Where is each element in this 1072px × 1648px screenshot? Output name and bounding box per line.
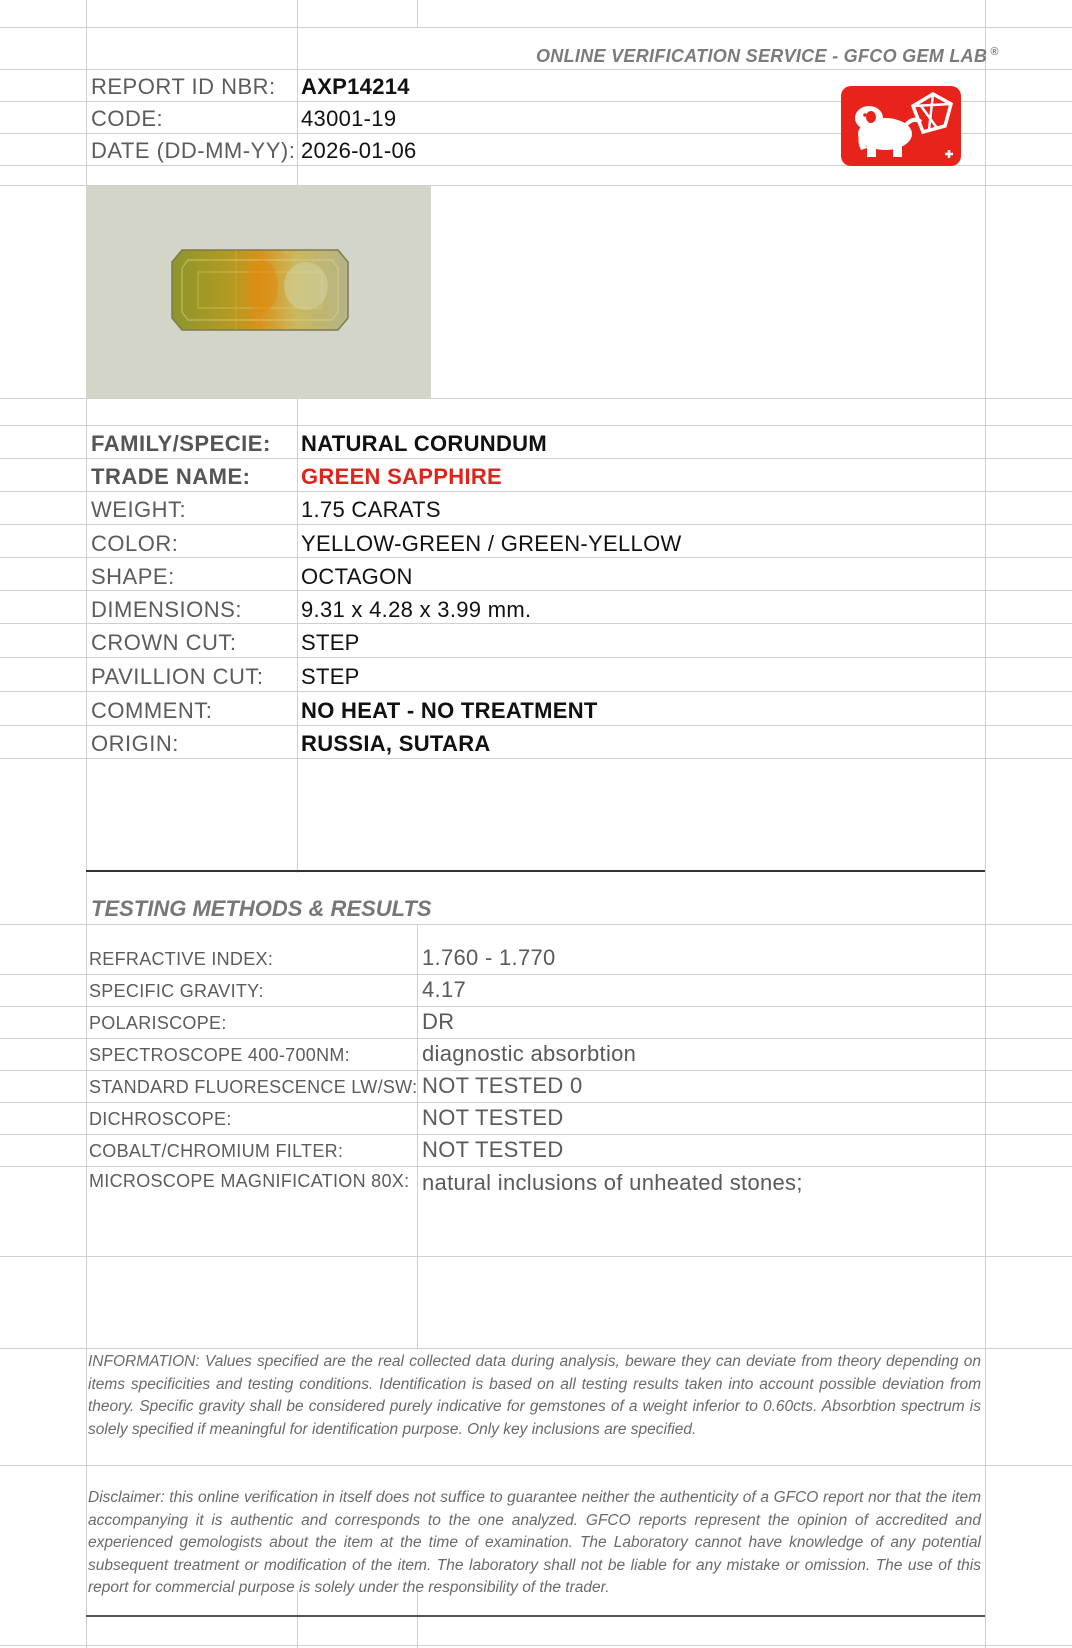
spectroscope-label: SPECTROSCOPE 400-700NM: [89,1045,350,1065]
verification-banner: ONLINE VERIFICATION SERVICE - GFCO GEM LAB ® [536,46,999,66]
crown-cut-label: CROWN CUT: [91,630,237,655]
shape-label: SHAPE: [91,564,175,589]
pavillion-cut-value: STEP [301,664,360,689]
dimensions-value: 9.31 x 4.28 x 3.99 mm. [301,597,532,622]
microscope-value: natural inclusions of unheated stones; [422,1170,803,1195]
microscope-label: MICROSCOPE MAGNIFICATION 80X: [89,1171,410,1191]
registered-mark: ® [990,46,999,58]
date-value: 2026-01-06 [301,138,417,163]
code-value: 43001-19 [301,106,397,131]
refractive-index-value: 1.760 - 1.770 [422,945,556,970]
shape-value: OCTAGON [301,564,413,589]
polariscope-label: POLARISCOPE: [89,1013,227,1033]
origin-label: ORIGIN: [91,731,179,756]
crown-cut-value: STEP [301,630,360,655]
report-id-label: REPORT ID NBR: [91,74,276,99]
date-label: DATE (DD-MM-YY): [91,138,296,163]
testing-section-title: TESTING METHODS & RESULTS [91,896,432,921]
weight-label: WEIGHT: [91,497,187,522]
family-value: NATURAL CORUNDUM [301,431,547,456]
weight-value: 1.75 CARATS [301,497,441,522]
trade-name-label: TRADE NAME: [91,464,251,489]
pavillion-cut-label: PAVILLION CUT: [91,664,264,689]
polariscope-value: DR [422,1009,455,1034]
comment-value: NO HEAT - NO TREATMENT [301,698,598,723]
specific-gravity-value: 4.17 [422,977,467,1002]
stone-photo [86,186,431,398]
origin-value: RUSSIA, SUTARA [301,731,491,756]
cobalt-filter-value: NOT TESTED [422,1137,564,1162]
refractive-index-label: REFRACTIVE INDEX: [89,949,274,969]
family-label: FAMILY/SPECIE: [91,431,271,456]
elephant-gem-logo-icon [841,86,961,166]
dichroscope-label: DICHROSCOPE: [89,1109,232,1129]
gfco-logo [841,86,961,166]
color-label: COLOR: [91,531,179,556]
gemstone-image [86,186,431,398]
spectroscope-value: diagnostic absorbtion [422,1041,637,1066]
cobalt-filter-label: COBALT/CHROMIUM FILTER: [89,1141,344,1161]
code-label: CODE: [91,106,164,131]
color-value: YELLOW-GREEN / GREEN-YELLOW [301,531,682,556]
comment-label: COMMENT: [91,698,213,723]
dichroscope-value: NOT TESTED [422,1105,564,1130]
information-note: INFORMATION: Values specified are the real collected data during analysis, beware they can deviate from theory depending on items specificities and testing conditions. Identification is based on all testing results taken into account possible deviation from theory. Specific gravity shall be considered purely indicative for gemstones of a weight inferior to 0.60cts. Absorbtion spectrum is solely specified if meaningful for identification purpose. Only key inclusions are specified. [88,1353,981,1438]
disclaimer-note: Disclaimer: this online verification in itself does not suffice to guarantee neither the authenticity of a GFCO report nor that the item accompanying it is authentic and corresponds to the one analyzed. GFCO reports represent the opinion of accredited and experienced gemologists about the item at the time of examination. The Laboratory cannot have knowledge of any potential subsequent treatment or modification of the item. The laboratory shall not be liable for any mistake or omission. The use of this report for commercial purpose is solely under the responsibility of the trader. [88,1489,981,1596]
report-id-value: AXP14214 [301,74,410,99]
fluorescence-label: STANDARD FLUORESCENCE LW/SW: [89,1077,418,1097]
fluorescence-value: NOT TESTED 0 [422,1073,583,1098]
dimensions-label: DIMENSIONS: [91,597,242,622]
specific-gravity-label: SPECIFIC GRAVITY: [89,981,264,1001]
trade-name-value: GREEN SAPPHIRE [301,464,503,489]
